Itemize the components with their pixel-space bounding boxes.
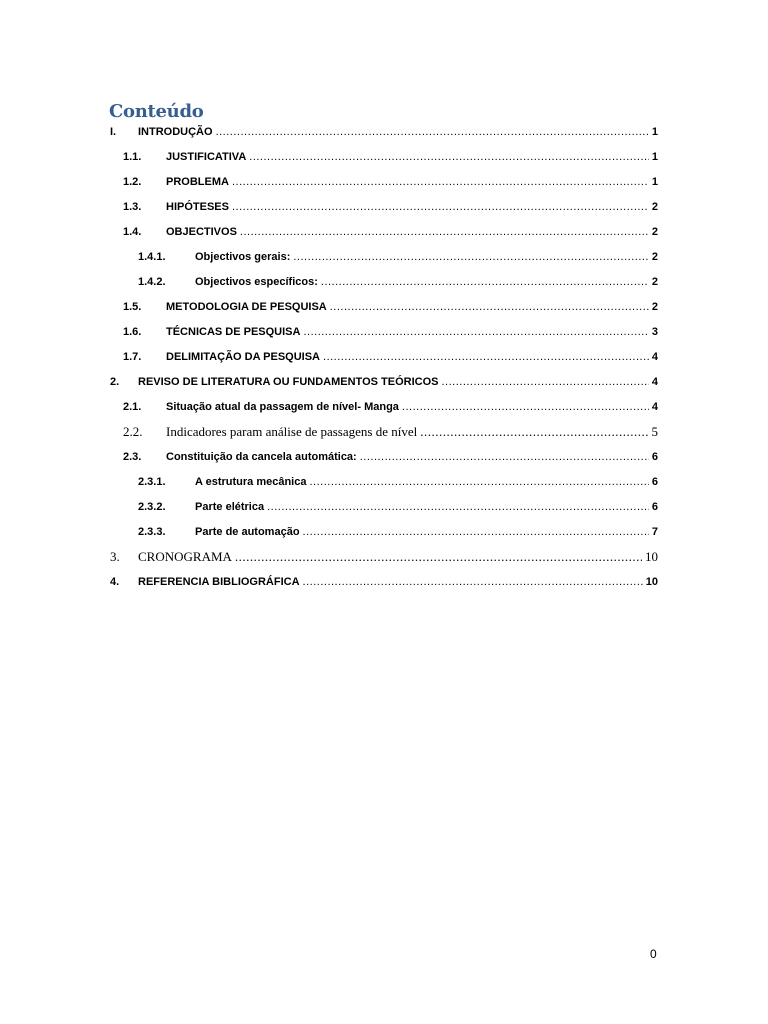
leader-dots — [420, 424, 648, 440]
toc-entry-number: I. — [110, 126, 117, 138]
leader-dots — [267, 499, 649, 515]
toc-entry-page: 6 — [651, 476, 658, 488]
toc-entry[interactable] — [0, 374, 768, 390]
leader-dots — [235, 549, 642, 565]
toc-entry-label: INTRODUÇÃO — [138, 126, 213, 138]
toc-entry-label: DELIMITAÇÃO DA PESQUISA — [166, 351, 321, 363]
toc-entry[interactable] — [0, 424, 768, 440]
toc-entry-link[interactable] — [166, 174, 658, 190]
toc-entry-link[interactable] — [166, 149, 658, 165]
toc-entry[interactable] — [0, 174, 768, 190]
toc-entry-number: 2.1. — [123, 401, 142, 413]
leader-dots — [240, 224, 649, 240]
toc-entry-link[interactable] — [138, 574, 658, 590]
toc-entry-link[interactable] — [166, 449, 658, 465]
toc-entry-link[interactable] — [166, 424, 658, 440]
leader-dots — [441, 374, 648, 390]
toc-entry-link[interactable] — [166, 399, 658, 415]
toc-entry-link[interactable] — [166, 224, 658, 240]
toc-entry-link[interactable] — [138, 124, 658, 140]
toc-entry-page: 1 — [651, 126, 658, 138]
toc-entry-link[interactable] — [166, 199, 658, 215]
toc-title: Conteúdo — [109, 101, 204, 122]
toc-entry-page: 2 — [651, 251, 658, 263]
toc-entry[interactable] — [0, 399, 768, 415]
toc-entry-label: Situação atual da passagem de nível- Manga — [166, 401, 399, 413]
toc-entry-page: 4 — [651, 401, 658, 413]
toc-entry-number: 1.6. — [123, 326, 142, 338]
toc-entry-label: Indicadores param análise de passagens de nível — [166, 424, 418, 439]
toc-entry-number: 2.3.1. — [138, 476, 166, 488]
toc-entry-number: 2.3. — [123, 451, 142, 463]
toc-entry[interactable] — [0, 349, 768, 365]
toc-entry-page: 2 — [651, 276, 658, 288]
toc-entry-number: 1.2. — [123, 176, 142, 188]
toc-entry-label: Parte de automação — [195, 526, 300, 538]
toc-entry-number: 1.4.2. — [138, 276, 166, 288]
toc-entry-number: 3. — [110, 549, 120, 564]
toc-entry-label: CRONOGRAMA — [138, 549, 232, 564]
leader-dots — [216, 124, 649, 140]
toc-entry-link[interactable] — [166, 349, 658, 365]
toc-entry-page: 2 — [651, 226, 658, 238]
toc-entry-number: 1.1. — [123, 151, 142, 163]
toc-entry-number: 2.2. — [123, 424, 143, 439]
toc-entry-label: Objectivos específicos: — [195, 276, 318, 288]
toc-entry[interactable] — [0, 224, 768, 240]
toc-entry-link[interactable] — [138, 549, 658, 565]
toc-entry-link[interactable] — [166, 299, 658, 315]
leader-dots — [303, 524, 649, 540]
toc-entry-number: 2.3.3. — [138, 526, 166, 538]
leader-dots — [402, 399, 649, 415]
toc-entry-label: REFERENCIA BIBLIOGRÁFICA — [138, 576, 300, 588]
toc-entry-page: 4 — [651, 376, 658, 388]
leader-dots — [360, 449, 649, 465]
leader-dots — [321, 274, 649, 290]
toc-entry-link[interactable] — [138, 374, 658, 390]
toc-entry-link[interactable] — [195, 274, 658, 290]
toc-entry-link[interactable] — [195, 524, 658, 540]
toc-entry-link[interactable] — [195, 474, 658, 490]
leader-dots — [249, 149, 649, 165]
toc-entry-page: 6 — [651, 501, 658, 513]
toc-entry[interactable] — [0, 449, 768, 465]
toc-entry-number: 1.5. — [123, 301, 142, 313]
toc-entry-page: 4 — [651, 351, 658, 363]
toc-entry-page: 6 — [651, 451, 658, 463]
toc-entry-page: 7 — [651, 526, 658, 538]
toc-entry-link[interactable] — [195, 249, 658, 265]
toc-entry-page: 2 — [651, 201, 658, 213]
toc-entry[interactable] — [0, 574, 768, 590]
toc-entry[interactable] — [0, 324, 768, 340]
toc-entry-number: 2. — [110, 376, 120, 388]
toc-entry-page: 2 — [651, 301, 658, 313]
toc-entry[interactable] — [0, 274, 768, 290]
toc-entry-label: Parte elétrica — [195, 501, 265, 513]
leader-dots — [309, 474, 648, 490]
toc-entry-number: 1.7. — [123, 351, 142, 363]
toc-entry-label: A estrutura mecânica — [195, 476, 307, 488]
toc-entry-label: Constituição da cancela automática: — [166, 451, 357, 463]
toc-entry-link[interactable] — [166, 324, 658, 340]
leader-dots — [330, 299, 649, 315]
toc-entry[interactable] — [0, 524, 768, 540]
toc-entry[interactable] — [0, 474, 768, 490]
toc-entry-number: 1.4. — [123, 226, 142, 238]
toc-entry-page: 1 — [651, 151, 658, 163]
leader-dots — [232, 174, 649, 190]
toc-entry-label: OBJECTIVOS — [166, 226, 237, 238]
toc-entry-number: 4. — [110, 576, 120, 588]
page-number: 0 — [650, 947, 657, 961]
toc-entry-number: 1.4.1. — [138, 251, 166, 263]
toc-entry-label: HIPÓTESES — [166, 201, 229, 213]
toc-entry-page: 5 — [651, 424, 658, 439]
toc-entry-number: 2.3.2. — [138, 501, 166, 513]
toc-entry-number: 1.3. — [123, 201, 142, 213]
toc-entry-link[interactable] — [195, 499, 658, 515]
toc-entry-label: METODOLOGIA DE PESQUISA — [166, 301, 327, 313]
toc-entry[interactable] — [0, 199, 768, 215]
toc-entry-label: PROBLEMA — [166, 176, 229, 188]
leader-dots — [293, 249, 649, 265]
leader-dots — [303, 324, 648, 340]
toc-entry[interactable] — [0, 249, 768, 265]
leader-dots — [323, 349, 649, 365]
toc-entry-page: 3 — [651, 326, 658, 338]
toc-entry-page: 1 — [651, 176, 658, 188]
toc-entry[interactable] — [0, 149, 768, 165]
toc-entry-label: Objectivos gerais: — [195, 251, 291, 263]
toc-entry[interactable] — [0, 299, 768, 315]
toc-entry-label: JUSTIFICATIVA — [166, 151, 247, 163]
toc-entry-page: 10 — [645, 549, 658, 564]
toc-entry[interactable] — [0, 499, 768, 515]
toc-entry[interactable] — [0, 124, 768, 140]
leader-dots — [303, 574, 643, 590]
toc-entry-label: REVISO DE LITERATURA OU FUNDAMENTOS TEÓRICOS — [138, 376, 439, 388]
toc-entry[interactable] — [0, 549, 768, 565]
toc-entry-label: TÉCNICAS DE PESQUISA — [166, 326, 301, 338]
toc-entry-page: 10 — [645, 576, 658, 588]
leader-dots — [232, 199, 649, 215]
